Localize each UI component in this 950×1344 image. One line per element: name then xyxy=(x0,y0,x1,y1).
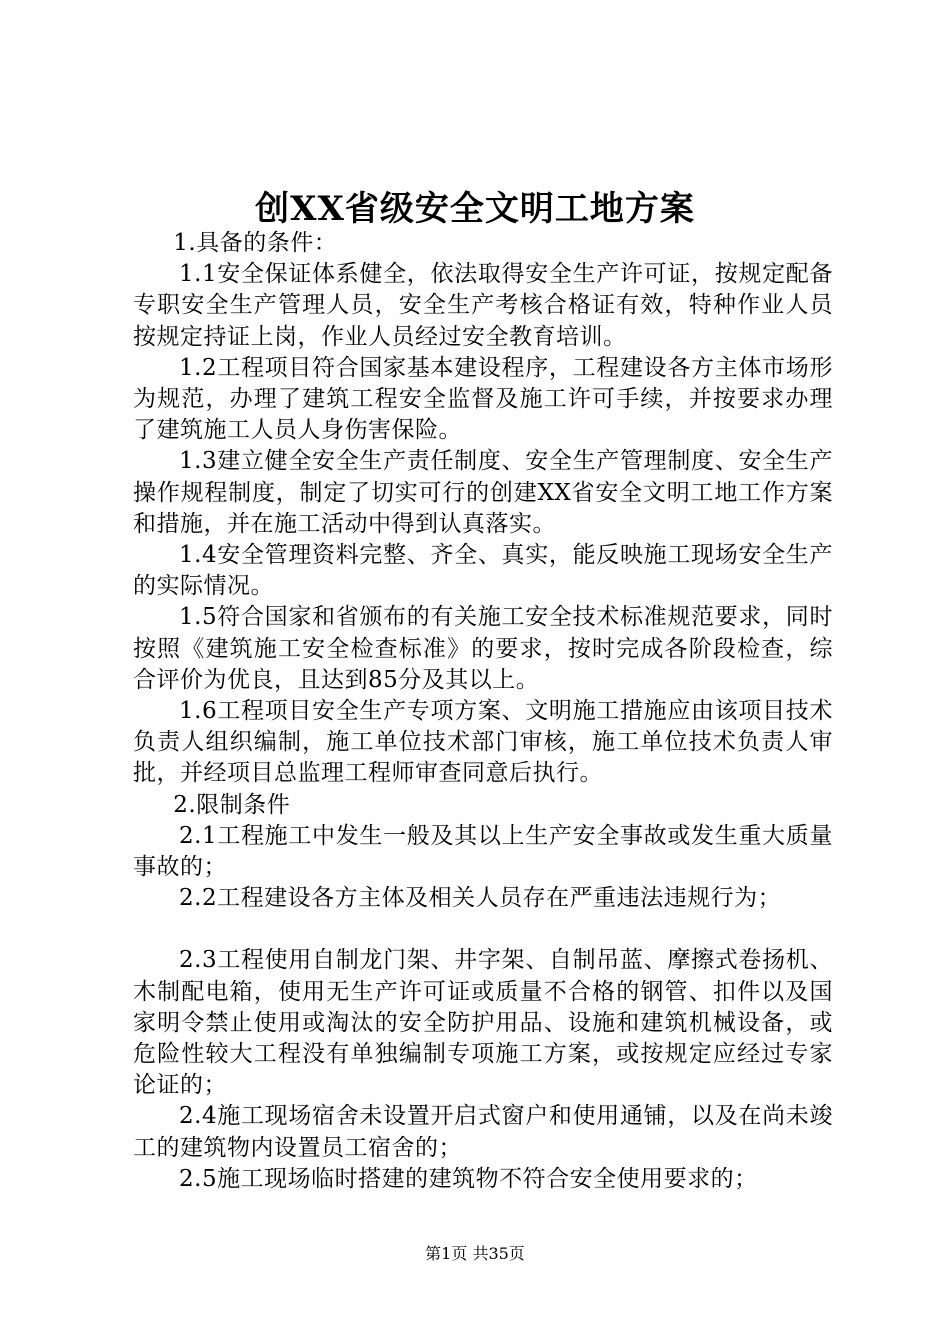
paragraph-1-3: 1.3建立健全安全生产责任制度、安全生产管理制度、安全生产操作规程制度，制定了切实可行的创建XX省安全文明工地工作方案和措施，并在施工活动中得到认真落实。 xyxy=(133,448,833,537)
paragraph-1-6: 1.6工程项目安全生产专项方案、文明施工措施应由该项目技术负责人组织编制，施工单位技术部门审核，施工单位技术负责人审批，并经项目总监理工程师审查同意后执行。 xyxy=(133,698,833,787)
paragraph-2-1: 2.1工程施工中发生一般及其以上生产安全事故或发生重大质量事故的； xyxy=(133,822,833,881)
document-body xyxy=(133,228,833,1195)
paragraph-2-3: 2.3工程使用自制龙门架、井字架、自制吊蓝、摩擦式卷扬机、木制配电箱，使用无生产许可证或质量不合格的钢管、扣件以及国家明令禁止使用或淘汰的安全防护用品、设施和建筑机械设备，或危险性较大工程没有单独编制专项施工方案，或按规定应经过专家论证的； xyxy=(133,947,833,1099)
blank-line xyxy=(133,914,833,945)
paragraph-2-2: 2.2工程建设各方主体及相关人员存在严重违法违规行为； xyxy=(179,885,782,912)
section-heading-restrictions: 2.限制条件 xyxy=(173,791,291,818)
paragraph-1-5: 1.5符合国家和省颁布的有关施工安全技术标准规范要求，同时按照《建筑施工安全检查标准》的要求，按时完成各阶段检查，综合评价为优良，且达到85分及其以上。 xyxy=(133,604,833,693)
paragraph-2-4: 2.4施工现场宿舍未设置开启式窗户和使用通铺，以及在尚未竣工的建筑物内设置员工宿舍的； xyxy=(133,1103,833,1161)
paragraph-1-1: 1.1安全保证体系健全，依法取得安全生产许可证，按规定配备专职安全生产管理人员，安全生产考核合格证有效，特种作业人员按规定持证上岗，作业人员经过安全教育培训。 xyxy=(133,261,833,350)
section-heading-conditions: 1.具备的条件： xyxy=(173,230,338,256)
document-title: 创XX省级安全文明工地方案 xyxy=(255,189,695,229)
page-number-footer: 第1页 共35页 xyxy=(425,1244,525,1263)
paragraph-1-2: 1.2工程项目符合国家基本建设程序，工程建设各方主体市场形为规范，办理了建筑工程安全监督及施工许可手续，并按要求办理了建筑施工人员人身伤害保险。 xyxy=(133,354,833,444)
paragraph-1-4: 1.4安全管理资料完整、齐全、真实，能反映施工现场安全生产的实际情况。 xyxy=(133,542,833,600)
paragraph-2-5: 2.5施工现场临时搭建的建筑物不符合安全使用要求的； xyxy=(179,1165,758,1192)
